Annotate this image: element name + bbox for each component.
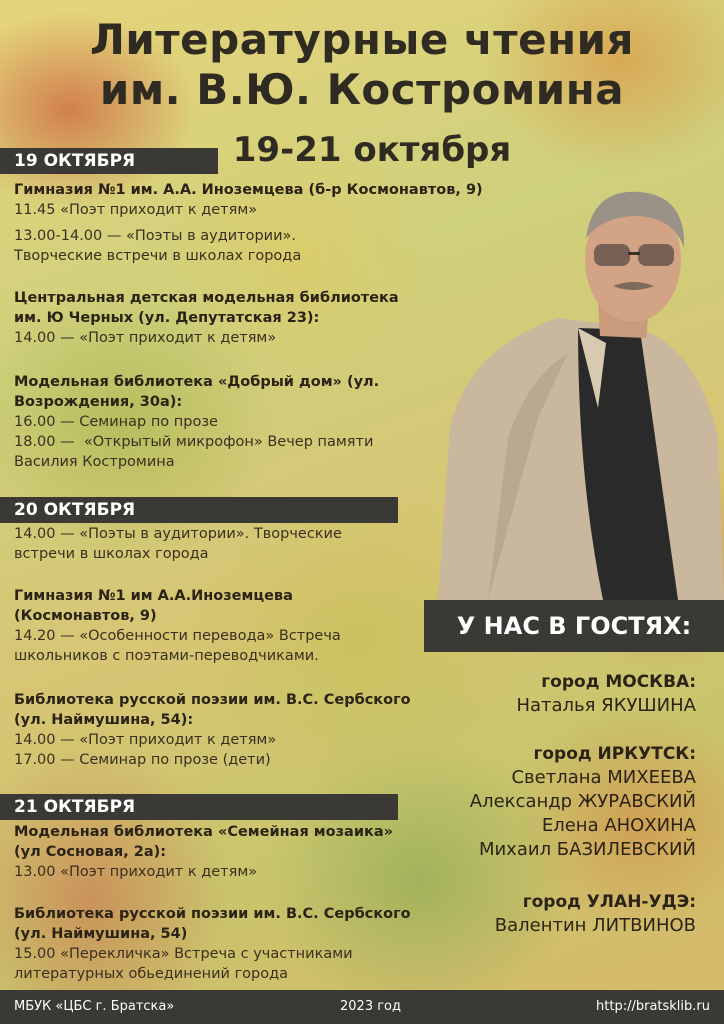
event-dates: 19-21 октября: [232, 130, 512, 170]
schedule-block: [14, 904, 414, 984]
footer-url-link[interactable]: http://bratsklib.ru: [596, 999, 710, 1014]
event-line: 14.00 — «Поэт приходит к детям»: [14, 330, 277, 346]
event-line: 14.00 — «Поэт приходит к детям»: [14, 732, 277, 748]
venue-line: (ул Сосновая, 2а):: [14, 844, 167, 860]
event-line: 16.00 — Семинар по прозе: [14, 414, 218, 430]
guests-heading: У НАС В ГОСТЯХ:: [424, 600, 724, 652]
event-line: школьников с поэтами-переводчиками.: [14, 648, 319, 664]
venue-line: (ул. Наймушина, 54): [14, 926, 188, 942]
event-line: 13.00 «Поэт приходит к детям»: [14, 864, 258, 880]
schedule-block: [14, 586, 414, 666]
portrait-photo: [428, 178, 724, 600]
venue-line: Модельная библиотека «Добрый дом» (ул.: [14, 374, 380, 390]
day-header-20: 20 ОКТЯБРЯ: [0, 497, 398, 523]
venue-line: Библиотека русской поэзии им. В.С. Сербского: [14, 692, 411, 708]
event-line: литературных обьединений города: [14, 966, 289, 982]
event-line: 18.00 — «Открытый микрофон» Вечер памяти: [14, 434, 374, 450]
guests-city-group: [495, 890, 696, 938]
footer-org: МБУК «ЦБС г. Братска»: [14, 999, 175, 1014]
schedule-block: [14, 180, 494, 220]
venue-line: (ул. Наймушина, 54):: [14, 712, 194, 728]
venue-line: Центральная детская модельная библиотека: [14, 290, 399, 306]
guests-city-group: [470, 742, 696, 862]
schedule-block: [14, 372, 414, 472]
venue-line: Возрождения, 30а):: [14, 394, 183, 410]
schedule-block: [14, 524, 414, 564]
event-line: 14.20 — «Особенности перевода» Встреча: [14, 628, 341, 644]
event-line: Творческие встречи в школах города: [14, 248, 302, 264]
poster-title-line-1: Литературные чтения: [89, 15, 634, 64]
guest-name: Михаил БАЗИЛЕВСКИЙ: [478, 839, 696, 860]
footer-year: 2023 год: [340, 999, 401, 1014]
event-line: 13.00-14.00 — «Поэты в аудитории».: [14, 228, 296, 244]
venue-line: Гимназия №1 им А.А.Иноземцева: [14, 588, 293, 604]
guest-name: Светлана МИХЕЕВА: [511, 767, 696, 788]
day-header-21: 21 ОКТЯБРЯ: [0, 794, 398, 820]
event-line: 14.00 — «Поэты в аудитории». Творческие: [14, 526, 342, 542]
day-header-19: 19 ОКТЯБРЯ: [0, 148, 218, 174]
venue-line: (Космонавтов, 9): [14, 608, 157, 624]
event-line: 17.00 — Семинар по прозе (дети): [14, 752, 271, 768]
event-line: Василия Костромина: [14, 454, 175, 470]
guest-city: город МОСКВА:: [541, 672, 696, 692]
schedule-block: [14, 822, 414, 882]
event-line: 11.45 «Поэт приходит к детям»: [14, 202, 258, 218]
venue-line: Библиотека русской поэзии им. В.С. Сербского: [14, 906, 411, 922]
guest-city: город УЛАН-УДЭ:: [522, 892, 696, 912]
event-line: встречи в школах города: [14, 546, 209, 562]
footer-bar: [0, 990, 724, 1024]
guest-city: город ИРКУТСК:: [533, 744, 696, 764]
venue-line: Модельная библиотека «Семейная мозаика»: [14, 824, 393, 840]
venue-line: им. Ю Черных (ул. Депутатская 23):: [14, 310, 320, 326]
guest-name: Александр ЖУРАВСКИЙ: [469, 791, 696, 812]
venue-line: Гимназия №1 им. А.А. Иноземцева (б-р Космонавтов, 9): [14, 182, 483, 198]
guest-name: Валентин ЛИТВИНОВ: [494, 915, 696, 936]
schedule-block: [14, 288, 414, 348]
guest-name: Наталья ЯКУШИНА: [516, 695, 696, 716]
event-line: 15.00 «Перекличка» Встреча с участниками: [14, 946, 353, 962]
guest-name: Елена АНОХИНА: [541, 815, 696, 836]
guests-city-group: [516, 670, 696, 718]
schedule-block: [14, 690, 414, 770]
schedule-block: [14, 226, 414, 266]
poster-title-line-2: им. В.Ю. Костромина: [99, 65, 625, 114]
